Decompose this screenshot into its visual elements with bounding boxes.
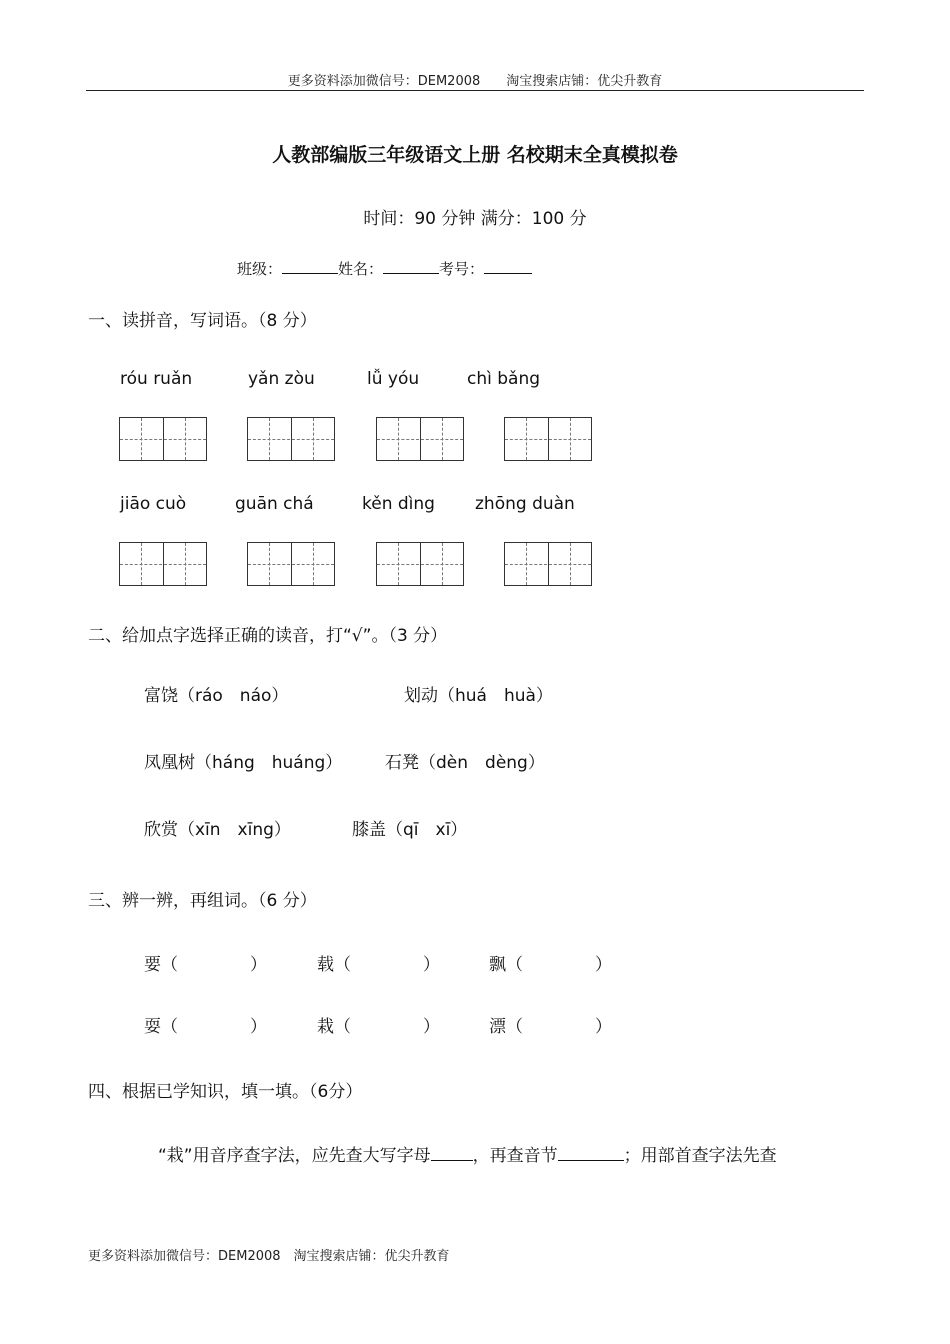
reading-choice[interactable]: 欣赏（xīn xīng） bbox=[144, 820, 291, 840]
pinyin-1: róu ruǎn bbox=[120, 369, 193, 389]
reading-choice[interactable]: 凤凰树（háng huáng） bbox=[144, 753, 343, 773]
writing-grid[interactable] bbox=[119, 542, 207, 586]
answer-blank[interactable] bbox=[558, 1146, 624, 1161]
section-1-heading: 一、读拼音，写词语。（8 分） bbox=[88, 311, 317, 331]
page-footer: 更多资料添加微信号：DEM2008 淘宝搜索店铺：优尖升教育 bbox=[88, 1249, 450, 1264]
id-blank[interactable] bbox=[484, 259, 532, 274]
writing-grid[interactable] bbox=[504, 417, 592, 461]
writing-grid[interactable] bbox=[119, 417, 207, 461]
reading-choice[interactable]: 石凳（dèn dèng） bbox=[385, 753, 545, 773]
pinyin-4: chì bǎng bbox=[467, 369, 541, 389]
pinyin-5: jiāo cuò bbox=[120, 494, 187, 514]
writing-grid[interactable] bbox=[376, 417, 464, 461]
class-blank[interactable] bbox=[282, 259, 338, 274]
reading-choice[interactable]: 膝盖（qī xī） bbox=[352, 820, 468, 840]
pinyin-3: lǚ yóu bbox=[367, 369, 420, 389]
writing-grid[interactable] bbox=[504, 542, 592, 586]
reading-choice[interactable]: 富饶（ráo náo） bbox=[144, 686, 289, 706]
pinyin-7: kěn dìng bbox=[362, 494, 435, 514]
char-group[interactable]: 载（ ） bbox=[317, 955, 440, 975]
char-group[interactable]: 栽（ ） bbox=[317, 1017, 440, 1037]
char-group[interactable]: 飘（ ） bbox=[489, 955, 612, 975]
header-rule bbox=[86, 90, 864, 91]
section-2-heading: 二、给加点字选择正确的读音，打“√”。（3 分） bbox=[88, 626, 448, 646]
answer-blank[interactable] bbox=[431, 1146, 473, 1161]
writing-grid[interactable] bbox=[376, 542, 464, 586]
name-label: 姓名： bbox=[338, 260, 384, 278]
pinyin-8: zhōng duàn bbox=[475, 494, 575, 514]
char-group[interactable]: 耍（ ） bbox=[144, 1017, 267, 1037]
reading-choice[interactable]: 划动（huá huà） bbox=[404, 686, 553, 706]
section-4-heading: 四、根据已学知识，填一填。（6分） bbox=[88, 1082, 363, 1102]
id-label: 考号： bbox=[439, 260, 485, 278]
writing-grid[interactable] bbox=[247, 417, 335, 461]
char-group[interactable]: 漂（ ） bbox=[489, 1017, 612, 1037]
name-blank[interactable] bbox=[383, 259, 439, 274]
pinyin-2: yǎn zòu bbox=[248, 369, 315, 389]
exam-meta: 时间：90 分钟 满分：100 分 bbox=[363, 209, 587, 229]
char-group[interactable]: 要（ ） bbox=[144, 955, 267, 975]
pinyin-6: guān chá bbox=[235, 494, 314, 514]
fill-in-line: “栽”用音序查字法，应先查大写字母 ，再查音节 ；用部首查字法先查 bbox=[158, 1146, 777, 1166]
section-3-heading: 三、辨一辨，再组词。（6 分） bbox=[88, 891, 317, 911]
page-header: 更多资料添加微信号：DEM2008 淘宝搜索店铺：优尖升教育 bbox=[287, 74, 663, 89]
writing-grid[interactable] bbox=[247, 542, 335, 586]
class-label: 班级： bbox=[237, 260, 283, 278]
page-title: 人教部编版三年级语文上册 名校期末全真模拟卷 bbox=[272, 144, 678, 166]
student-info bbox=[237, 258, 532, 279]
